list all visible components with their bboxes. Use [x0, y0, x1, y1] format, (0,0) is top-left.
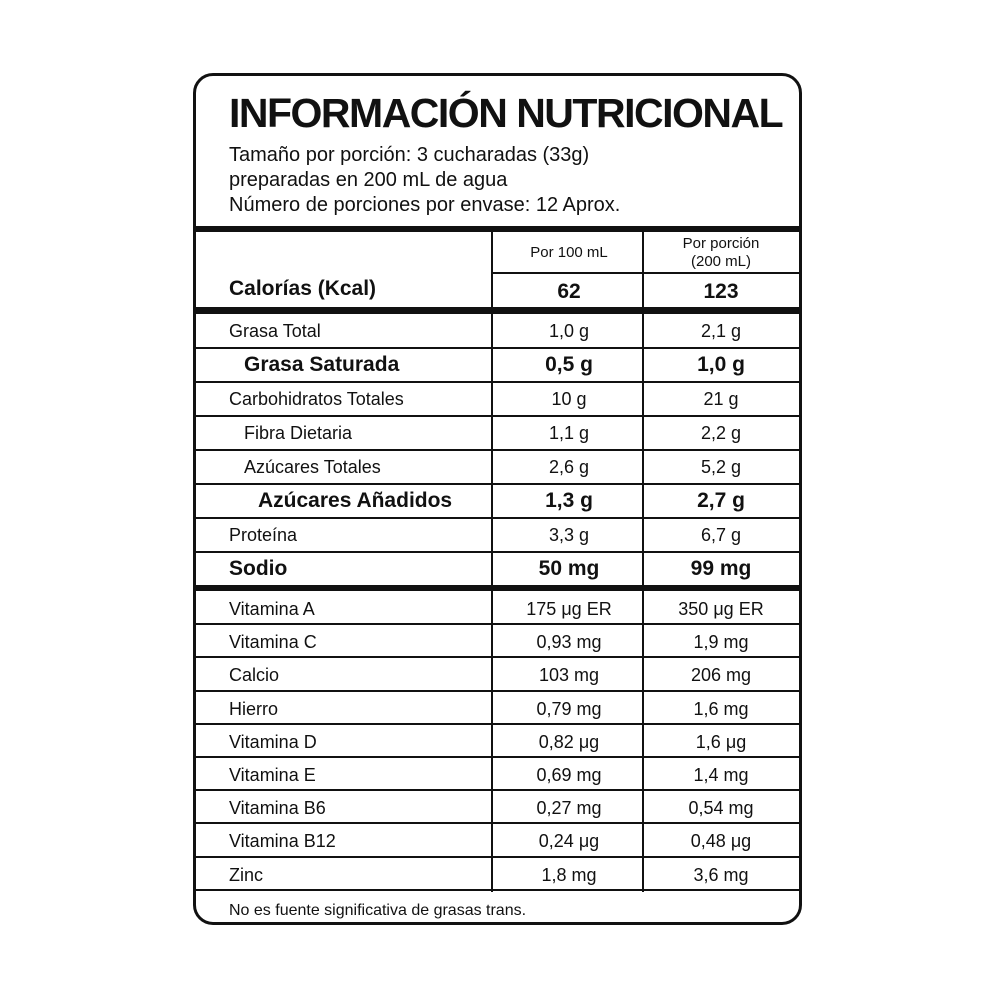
micronutrient-per-portion: 206 mg [690, 665, 752, 686]
nutrition-facts-panel [193, 73, 802, 925]
row-divider [196, 789, 802, 791]
nutrient-per-portion: 2,2 g [700, 423, 742, 443]
row-divider [196, 551, 802, 553]
column-header-portion-line2: (200 mL) [690, 253, 752, 270]
micronutrient-per-100ml: 0,93 mg [536, 632, 602, 653]
micronutrient-per-100ml: 0,24 μg [538, 831, 600, 852]
row-divider [196, 822, 802, 824]
row-divider [196, 756, 802, 758]
serving-size-line1: Tamaño por porción: 3 cucharadas (33g) [229, 144, 590, 166]
label-title: INFORMACIÓN NUTRICIONAL [229, 90, 783, 136]
row-divider [196, 517, 802, 519]
nutrient-name: Grasa Total [229, 321, 321, 341]
micronutrient-per-portion: 1,9 mg [693, 632, 749, 653]
micronutrient-name: Hierro [229, 698, 279, 719]
thick-divider-calories [196, 307, 799, 314]
row-divider [196, 483, 802, 485]
micronutrient-name: Vitamina B12 [229, 831, 336, 852]
micronutrient-name: Vitamina A [229, 599, 315, 619]
nutrient-name: Proteína [229, 525, 298, 545]
micronutrient-per-portion: 350 μg ER [678, 599, 764, 619]
row-divider [196, 723, 802, 725]
nutrient-per-100ml: 0,5 g [545, 353, 593, 376]
row-divider [196, 856, 802, 858]
micronutrient-name: Zinc [229, 864, 264, 885]
micronutrient-name: Calcio [229, 665, 280, 686]
micronutrient-name: Vitamina B6 [229, 798, 326, 819]
nutrient-per-portion: 2,7 g [697, 489, 745, 512]
nutrient-per-100ml: 3,3 g [548, 525, 590, 545]
calories-per-portion: 123 [703, 280, 739, 303]
micronutrient-name: Vitamina D [229, 731, 317, 752]
nutrient-name: Grasa Saturada [244, 353, 400, 376]
micronutrient-name: Vitamina E [229, 765, 316, 785]
column-header-100ml: Por 100 mL [530, 244, 608, 261]
row-divider [196, 623, 802, 625]
nutrient-per-100ml: 10 g [551, 389, 587, 409]
nutrient-per-portion: 5,2 g [700, 457, 742, 477]
micronutrient-per-portion: 1,4 mg [693, 765, 749, 785]
micronutrient-per-portion: 3,6 mg [693, 864, 749, 885]
column-divider-2 [642, 229, 644, 892]
micronutrient-per-portion: 1,6 mg [693, 698, 749, 719]
calories-label: Calorías (Kcal) [229, 277, 377, 300]
footnote: No es fuente significativa de grasas trans. [229, 902, 527, 919]
micronutrient-per-100ml: 0,27 mg [536, 798, 602, 819]
nutrient-per-portion: 6,7 g [700, 525, 742, 545]
nutrient-name: Azúcares Añadidos [258, 489, 453, 512]
nutrient-per-100ml: 1,1 g [548, 423, 590, 443]
nutrient-name: Fibra Dietaria [244, 423, 353, 443]
micronutrient-per-100ml: 175 μg ER [526, 599, 612, 619]
nutrient-per-portion: 99 mg [690, 557, 752, 580]
thick-divider-vitamins [196, 585, 799, 591]
nutrient-per-portion: 1,0 g [697, 353, 745, 376]
row-divider [196, 656, 802, 658]
nutrient-per-portion: 2,1 g [700, 321, 742, 341]
nutrient-name: Azúcares Totales [244, 457, 381, 477]
micronutrient-per-portion: 0,54 mg [688, 798, 754, 819]
row-divider [196, 415, 802, 417]
column-divider-1 [491, 229, 493, 892]
micronutrient-per-100ml: 0,79 mg [536, 698, 602, 719]
nutrient-per-100ml: 1,3 g [545, 489, 593, 512]
nutrient-name: Sodio [229, 557, 288, 580]
micronutrient-per-100ml: 103 mg [538, 665, 600, 686]
micronutrient-per-portion: 0,48 μg [690, 831, 752, 852]
nutrient-per-100ml: 50 mg [538, 557, 600, 580]
serving-size-line2: preparadas en 200 mL de agua [229, 169, 508, 191]
micronutrient-per-100ml: 0,69 mg [536, 765, 602, 785]
nutrient-per-100ml: 2,6 g [548, 457, 590, 477]
servings-per-container: Número de porciones por envase: 12 Aprox. [229, 194, 621, 216]
thick-divider-top [196, 226, 799, 232]
row-divider [196, 381, 802, 383]
micronutrient-name: Vitamina C [229, 632, 317, 653]
column-header-portion-line1: Por porción [682, 235, 760, 252]
nutrient-per-100ml: 1,0 g [548, 321, 590, 341]
row-divider [196, 347, 802, 349]
micronutrient-per-100ml: 1,8 mg [541, 864, 597, 885]
header-divider [492, 272, 802, 274]
calories-per-100ml: 62 [557, 280, 581, 303]
row-divider [196, 449, 802, 451]
row-divider [196, 690, 802, 692]
nutrient-per-portion: 21 g [703, 389, 739, 409]
micronutrient-per-portion: 1,6 μg [695, 731, 747, 752]
row-divider [196, 889, 802, 891]
micronutrient-per-100ml: 0,82 μg [538, 731, 600, 752]
nutrient-name: Carbohidratos Totales [229, 389, 404, 409]
